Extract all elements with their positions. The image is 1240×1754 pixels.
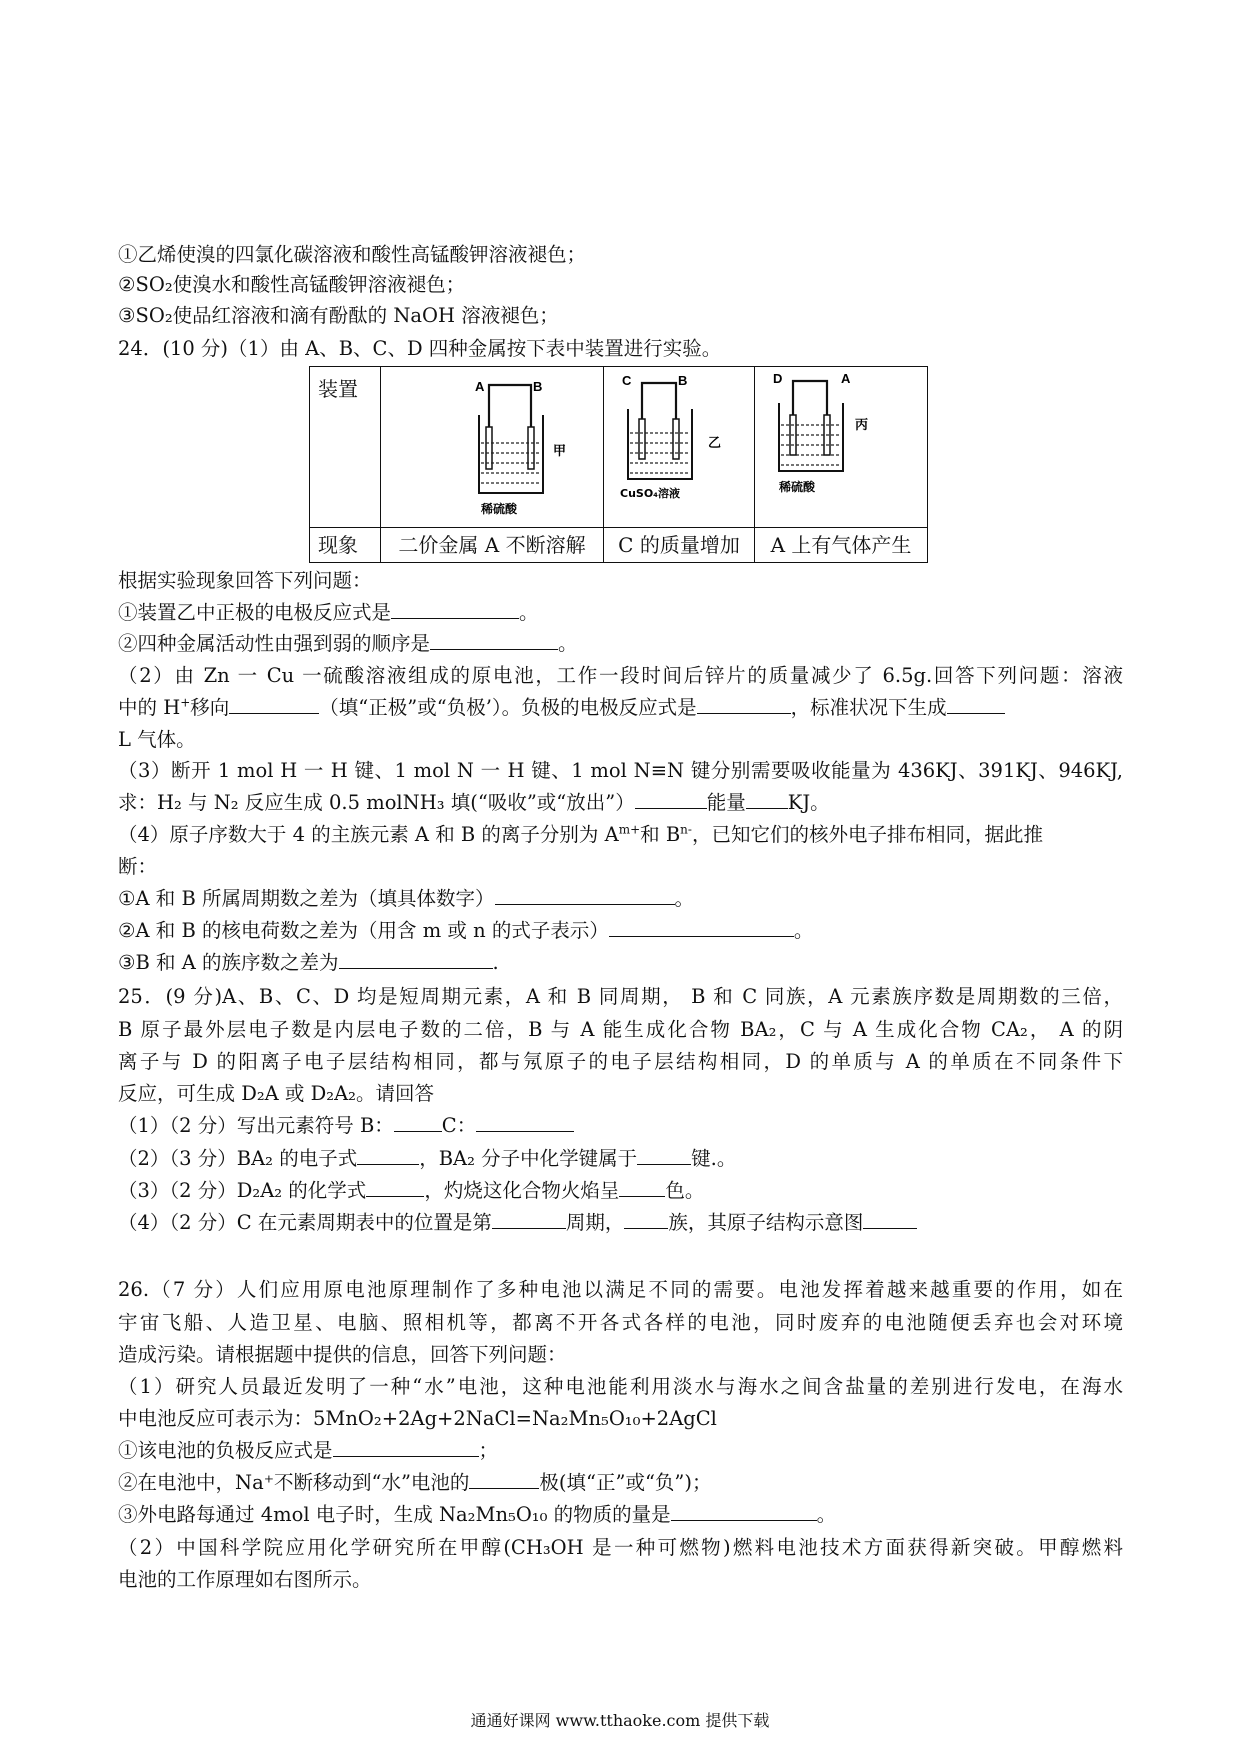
text-line: ②SO₂使溴水和酸性高锰酸钾溶液褪色； xyxy=(118,273,466,296)
question-24-4-a: ①A 和 B 所属周期数之差为（填具体数字） 。 xyxy=(118,887,695,910)
question-25-4: （4）（2 分）C 在元素周期表中的位置是第 周期， 族，其原子结构示意图 xyxy=(118,1209,917,1237)
question-26-text: （2）中国科学院应用化学研究所在甲醇(CH₃OH 是一种可燃物)燃料电池技术方面获得新突破。甲醇燃料 xyxy=(118,1536,1123,1559)
question-26-text: 26.（7 分）人们应用原电池原理制作了多种电池以满足不同的需要。电池发挥着越来越重要的作用，如在 xyxy=(118,1278,1123,1301)
beaker-tag: 丙 xyxy=(855,418,869,433)
answer-blank[interactable] xyxy=(394,1113,442,1132)
electrode-label: B xyxy=(678,373,688,388)
text-line: ①乙烯使溴的四氯化碳溶液和酸性高锰酸钾溶液褪色； xyxy=(118,243,587,266)
text-line: 断： xyxy=(118,855,158,878)
answer-blank[interactable] xyxy=(229,695,319,714)
question-26-1-a: ①该电池的负极反应式是 ； xyxy=(118,1439,499,1462)
answer-blank[interactable] xyxy=(339,950,493,969)
answer-blank[interactable] xyxy=(609,918,794,937)
beaker-tag: 乙 xyxy=(708,436,722,451)
text-line: 根据实验现象回答下列问题： xyxy=(118,569,372,592)
question-24-heading: 24．(10 分)（1）由 A、B、C、D 四种金属按下表中装置进行实验。 xyxy=(118,337,722,360)
electrode-label: A xyxy=(475,379,485,394)
text-line: L 气体。 xyxy=(118,728,196,751)
question-24-1-a: ①装置乙中正极的电极反应式是 。 xyxy=(118,601,539,624)
phenomenon-cell: 二价金属 A 不断溶解 xyxy=(381,528,604,563)
answer-blank[interactable] xyxy=(619,1178,665,1197)
table-header-phenomenon: 现象 xyxy=(310,528,381,563)
answer-blank[interactable] xyxy=(333,1438,479,1457)
solution-label: CuSO₄溶液 xyxy=(620,487,680,500)
answer-blank[interactable] xyxy=(492,1210,566,1229)
text-line: ③SO₂使品红溶液和滴有酚酞的 NaOH 溶液褪色； xyxy=(118,304,559,327)
question-25-text: 离子与 D 的阳离子电子层结构相同，都与氖原子的电子层结构相同，D 的单质与 A 的单质在不同条件下 xyxy=(118,1050,1123,1073)
question-24-3: 求：H₂ 与 N₂ 反应生成 0.5 molNH₃ 填(“吸收”或“放出”） 能量 KJ。 xyxy=(118,791,830,814)
table-header-apparatus: 装置 xyxy=(310,367,381,528)
question-24-2: 中的 H+移向 （填“正极”或“负极’）。负极的电极反应式是 ，标准状况下生成 xyxy=(118,694,1005,722)
answer-blank[interactable] xyxy=(746,790,788,809)
electrode-label: C xyxy=(622,373,632,388)
question-25-text: 25．(9 分)A、B、C、D 均是短周期元素，A 和 B 同周期， B 和 C 同族，A 元素族序数是周期数的三倍， xyxy=(118,985,1123,1008)
phenomenon-cell: A 上有气体产生 xyxy=(755,528,928,563)
question-26-text: （1）研究人员最近发明了一种“水”电池，这种电池能利用淡水与海水之间含盐量的差别进行发电，在海水 xyxy=(118,1375,1123,1398)
question-24-4-b: ②A 和 B 的核电荷数之差为（用含 m 或 n 的式子表示） 。 xyxy=(118,919,814,942)
question-25-3: （3）（2 分）D₂A₂ 的化学式 ，灼烧这化合物火焰呈 色。 xyxy=(118,1179,705,1202)
beaker-yi-diagram xyxy=(604,367,754,527)
answer-blank[interactable] xyxy=(430,631,558,650)
answer-blank[interactable] xyxy=(671,1502,817,1521)
question-24-1-b: ②四种金属活动性由强到弱的顺序是 。 xyxy=(118,632,578,655)
electrode-label: B xyxy=(533,379,543,394)
answer-blank[interactable] xyxy=(357,1146,419,1165)
question-25-text: B 原子最外层电子数是内层电子数的二倍，B 与 A 能生成化合物 BA₂，C 与 A 生成化合物 CA₂， A 的阴 xyxy=(118,1018,1123,1041)
experiment-table xyxy=(309,366,928,563)
text-line: （3）断开 1 mol H 一 H 键、1 mol N 一 H 键、1 mol N≡N 键分别需要吸收能量为 436KJ、391KJ、946KJ, xyxy=(118,759,1123,782)
answer-blank[interactable] xyxy=(624,1210,668,1229)
page-footer: 通通好课网 www.tthaoke.com 提供下载 xyxy=(470,1711,770,1730)
answer-blank[interactable] xyxy=(366,1178,424,1197)
apparatus-cell-yi xyxy=(604,367,755,528)
answer-blank[interactable] xyxy=(495,886,675,905)
solution-label: 稀硫酸 xyxy=(481,502,518,516)
question-26-1-b: ②在电池中，Na⁺不断移动到“水”电池的 极(填“正”或“负”)； xyxy=(118,1471,712,1494)
question-25-1: （1）（2 分）写出元素符号 B： C： xyxy=(118,1112,574,1140)
question-25-2: （2）（3 分）BA₂ 的电子式 ，BA₂ 分子中化学键属于 键.。 xyxy=(118,1147,737,1170)
solution-label: 稀硫酸 xyxy=(779,480,816,494)
answer-blank[interactable] xyxy=(476,1113,574,1132)
beaker-jia-diagram xyxy=(381,367,603,527)
question-25-text: 反应，可生成 D₂A 或 D₂A₂。请回答 xyxy=(118,1082,434,1105)
answer-blank[interactable] xyxy=(469,1470,539,1489)
answer-blank[interactable] xyxy=(637,1146,691,1165)
answer-blank[interactable] xyxy=(635,790,707,809)
question-26-text: 电池的工作原理如右图所示。 xyxy=(118,1568,372,1591)
answer-blank[interactable] xyxy=(947,695,1005,714)
answer-blank[interactable] xyxy=(391,600,519,619)
question-26-text: 造成污染。请根据题中提供的信息，回答下列问题： xyxy=(118,1343,567,1366)
apparatus-cell-bing xyxy=(755,367,928,528)
apparatus-cell-jia xyxy=(381,367,604,528)
beaker-tag: 甲 xyxy=(553,444,567,459)
question-26-1-c: ③外电路每通过 4mol 电子时，生成 Na₂Mn₅O₁₀ 的物质的量是 。 xyxy=(118,1503,837,1526)
phenomenon-cell: C 的质量增加 xyxy=(604,528,755,563)
question-24-4: （4）原子序数大于 4 的主族元素 A 和 B 的离子分别为 $A^{m+}$和 $B^{n-}$，已知它们的核外电子排布相同，据此推 xyxy=(118,822,1043,846)
beaker-bing-diagram xyxy=(755,367,927,527)
question-26-text: 宇宙飞船、人造卫星、电脑、照相机等，都离不开各式各样的电池，同时废弃的电池随便丢弃也会对环境 xyxy=(118,1311,1123,1334)
question-26-text: 中电池反应可表示为：5MnO₂+2Ag+2NaCl=Na₂Mn₅O₁₀+2AgCl xyxy=(118,1407,717,1430)
question-24-4-c: ③B 和 A 的族序数之差为 . xyxy=(118,951,499,974)
electrode-label: A xyxy=(841,371,851,386)
answer-blank[interactable] xyxy=(863,1210,917,1229)
electrode-label: D xyxy=(773,371,783,386)
answer-blank[interactable] xyxy=(697,695,791,714)
text-line: （2）由 Zn 一 Cu 一硫酸溶液组成的原电池，工作一段时间后锌片的质量减少了 6.5g.回答下列问题：溶液 xyxy=(118,664,1123,687)
